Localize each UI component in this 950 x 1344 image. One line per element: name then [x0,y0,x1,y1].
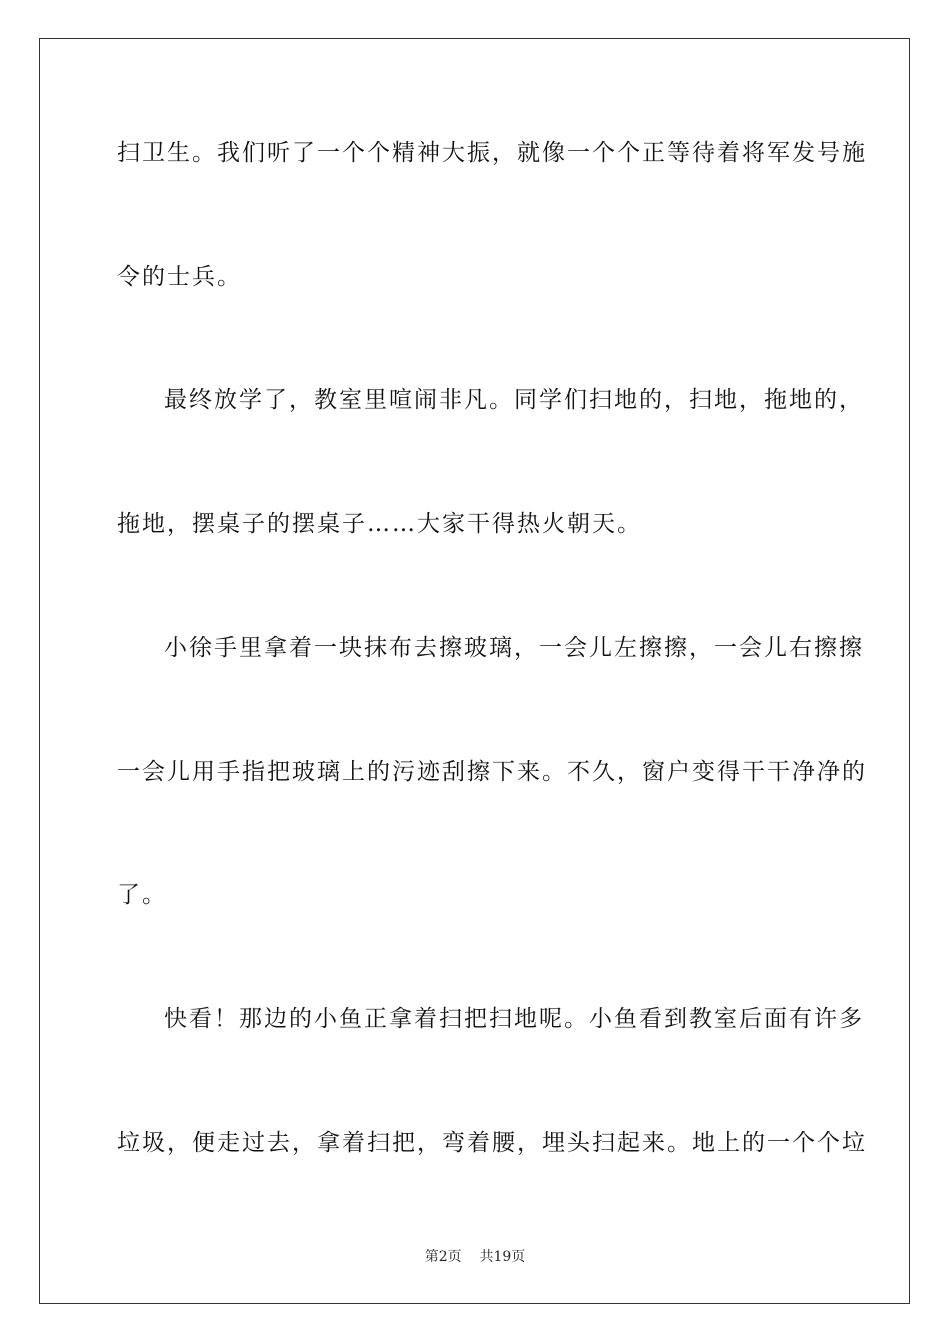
text-line-3: 最终放学了，教室里喧闹非凡。同学们扫地的，扫地，拖地的， [164,387,864,413]
text-line-9: 垃圾，便走过去，拿着扫把，弯着腰，埋头扫起来。地上的一个个垃 [117,1130,867,1156]
text-line-5: 小徐手里拿着一块抹布去擦玻璃，一会儿左擦擦，一会儿右擦擦 [164,635,864,661]
page-number: 2 [438,1249,448,1265]
total-pages: 19 [493,1249,512,1265]
text-line-1: 扫卫生。我们听了一个个精神大振，就像一个个正等待着将军发号施 [117,140,867,166]
page-frame [39,38,910,1304]
total-label: 共 [479,1249,494,1265]
text-line-8: 快看！那边的小鱼正拿着扫把扫地呢。小鱼看到教室后面有许多 [164,1006,864,1032]
page-label: 第 [424,1249,439,1265]
text-line-6: 一会儿用手指把玻璃上的污迹刮擦下来。不久，窗户变得干干净净的 [117,759,867,785]
text-line-4: 拖地，摆桌子的摆桌子……大家干得热火朝天。 [117,511,642,537]
text-line-7: 了。 [117,882,167,908]
page-footer [0,1248,950,1266]
page-unit: 页 [447,1249,462,1265]
text-line-2: 令的士兵。 [117,264,242,290]
total-unit: 页 [511,1249,526,1265]
